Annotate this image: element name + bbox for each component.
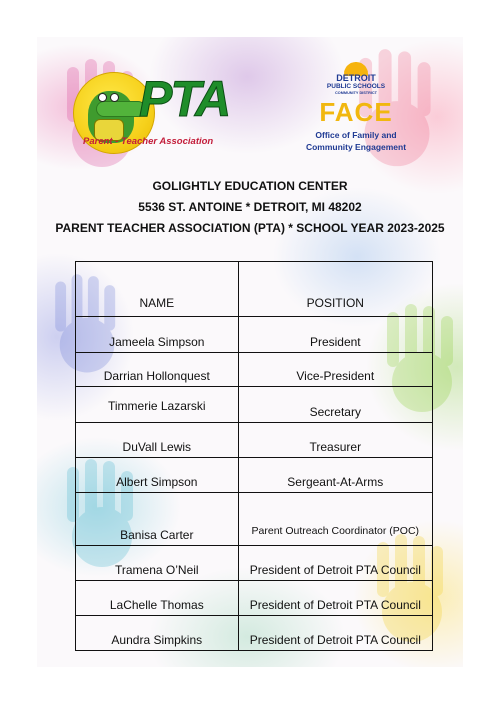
officer-position: Treasurer xyxy=(238,423,432,458)
table-row xyxy=(76,493,433,546)
officer-name: LaChelle Thomas xyxy=(76,581,239,616)
table-header-row xyxy=(76,262,433,317)
table-row xyxy=(76,458,433,493)
officer-position: Parent Outreach Coordinator (POC) xyxy=(238,493,432,546)
face-tagline-line2: Community Engagement xyxy=(305,142,407,152)
face-district-line1: DETROIT xyxy=(336,73,376,83)
table-row xyxy=(76,317,433,353)
face-wordmark: FACE xyxy=(319,97,393,127)
officer-position: Sergeant-At-Arms xyxy=(238,458,432,493)
table-row xyxy=(76,546,433,581)
table-row xyxy=(76,423,433,458)
face-logo xyxy=(303,50,409,158)
officer-position: Secretary xyxy=(238,387,432,423)
school-address: 5536 ST. ANTOINE * DETROIT, MI 48202 xyxy=(138,200,362,214)
officer-name: Banisa Carter xyxy=(76,493,239,546)
face-district-line3: COMMUNITY DISTRICT xyxy=(335,91,377,95)
officer-name: Jameela Simpson xyxy=(76,317,239,353)
table-row xyxy=(76,581,433,616)
officer-name: Tramena O’Neil xyxy=(76,546,239,581)
officer-name: Albert Simpson xyxy=(76,458,239,493)
officer-name: DuVall Lewis xyxy=(76,423,239,458)
officer-position: President of Detroit PTA Council xyxy=(238,546,432,581)
document-title: PARENT TEACHER ASSOCIATION (PTA) * SCHOOL YEAR 2023-2025 xyxy=(55,221,445,235)
officer-position: President xyxy=(238,317,432,353)
officer-name: Timmerie Lazarski xyxy=(76,387,239,423)
face-district-line2: PUBLIC SCHOOLS xyxy=(326,83,386,90)
position-column-header: POSITION xyxy=(238,262,432,317)
table-row xyxy=(76,387,433,423)
officer-position: President of Detroit PTA Council xyxy=(238,581,432,616)
school-name: GOLIGHTLY EDUCATION CENTER xyxy=(152,179,348,193)
face-tagline-line1: Office of Family and xyxy=(315,130,397,140)
table-row xyxy=(76,353,433,387)
officer-position: Vice-President xyxy=(238,353,432,387)
table-row xyxy=(76,616,433,651)
officer-name: Darrian Hollonquest xyxy=(76,353,239,387)
name-column-header: NAME xyxy=(76,262,239,317)
officer-position: President of Detroit PTA Council xyxy=(238,616,432,651)
officer-name: Aundra Simpkins xyxy=(76,616,239,651)
pta-subtitle: Parent - Teacher Association xyxy=(83,136,214,147)
pta-logo xyxy=(73,70,230,160)
pta-wordmark: PTA xyxy=(139,71,230,127)
officer-roster-table xyxy=(75,261,433,651)
